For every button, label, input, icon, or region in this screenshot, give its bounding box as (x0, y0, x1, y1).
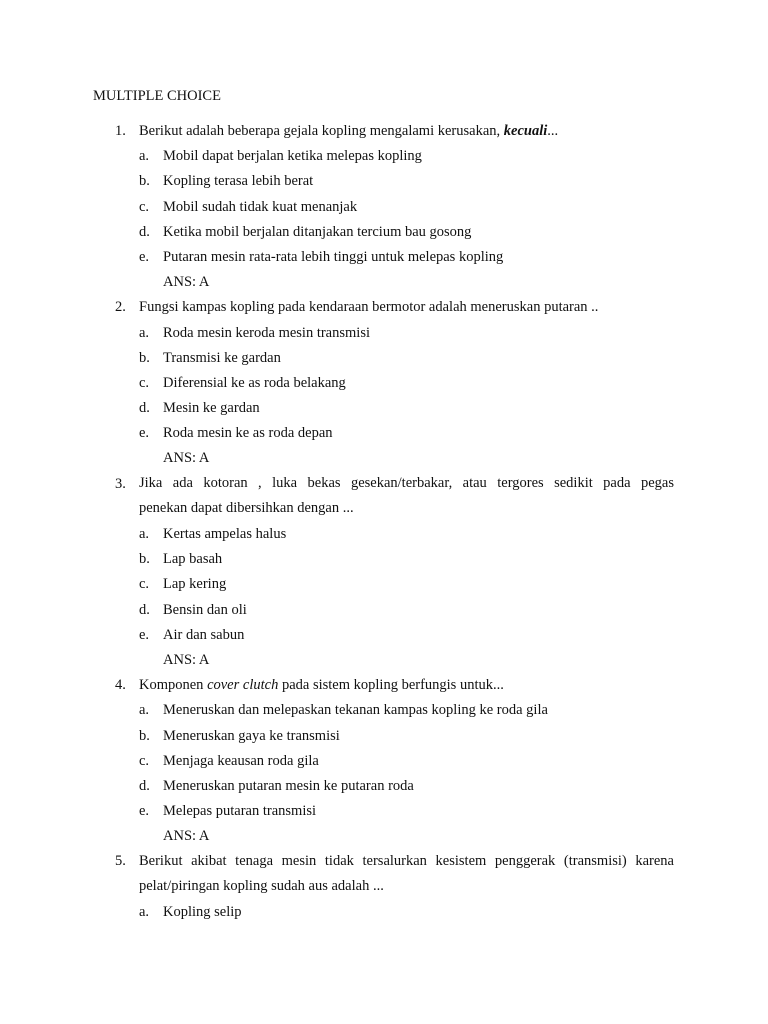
option-label: c. (139, 576, 150, 593)
option-a (0, 144, 768, 169)
option-text: Kopling selip (163, 903, 242, 920)
option-a (0, 522, 768, 547)
option-text: Kopling terasa lebih berat (163, 173, 314, 190)
option-text: Melepas putaran transmisi (163, 803, 317, 820)
option-label: c. (139, 374, 150, 391)
option-text: Meneruskan putaran mesin ke putaran roda (163, 777, 414, 794)
option-text: Lap kering (163, 576, 227, 593)
question-text: Berikut adalah beberapa gejala kopling mengalami kerusakan, kecuali... (139, 123, 559, 139)
option-text: Transmisi ke gardan (163, 349, 281, 366)
option-d (0, 220, 768, 245)
option-label: c. (139, 752, 150, 769)
question-2 (0, 295, 768, 471)
option-label: b. (139, 349, 150, 366)
option-text: Mesin ke gardan (163, 400, 260, 417)
option-label: a. (139, 148, 150, 165)
option-d (0, 396, 768, 421)
option-label: e. (139, 425, 150, 442)
option-text: Bensin dan oli (163, 601, 247, 618)
option-text: Ketika mobil berjalan ditanjakan tercium bau gosong (163, 223, 472, 240)
question-number: 2. (115, 299, 126, 316)
option-a (0, 321, 768, 346)
option-c (0, 749, 768, 774)
option-label: a. (139, 324, 150, 341)
option-label: d. (139, 601, 150, 618)
option-label: a. (139, 903, 150, 920)
option-d (0, 774, 768, 799)
option-label: b. (139, 727, 150, 744)
option-label: d. (139, 777, 150, 794)
section-heading: MULTIPLE CHOICE (93, 88, 221, 104)
option-e (0, 421, 768, 446)
question-text: Jika ada kotoran , luka bekas gesekan/terbakar, atau tergores sedikit pada pegas penekan dapat dibersihkan dengan ... (139, 475, 674, 517)
option-c (0, 572, 768, 597)
option-d (0, 598, 768, 623)
option-text: Putaran mesin rata-rata lebih tinggi untuk melepas kopling (163, 248, 504, 265)
option-label: d. (139, 223, 150, 240)
option-label: a. (139, 526, 150, 543)
option-text: Roda mesin keroda mesin transmisi (163, 324, 370, 341)
option-e (0, 623, 768, 648)
option-text: Menjaga keausan roda gila (163, 752, 319, 769)
option-a (0, 698, 768, 723)
option-b (0, 724, 768, 749)
option-c (0, 195, 768, 220)
option-text: Roda mesin ke as roda depan (163, 425, 333, 442)
option-b (0, 169, 768, 194)
option-text: Meneruskan gaya ke transmisi (163, 727, 340, 744)
option-label: e. (139, 803, 150, 820)
question-number: 5. (115, 853, 126, 870)
emphasis-text: kecuali (503, 123, 548, 139)
option-label: b. (139, 173, 150, 190)
option-label: b. (139, 551, 150, 568)
answer-key: ANS: A (163, 651, 210, 668)
question-number: 1. (115, 123, 126, 139)
option-b (0, 346, 768, 371)
option-label: c. (139, 198, 150, 215)
answer-key: ANS: A (163, 274, 210, 291)
option-label: a. (139, 702, 150, 719)
answer-key: ANS: A (163, 450, 210, 467)
question-3 (0, 472, 768, 674)
option-text: Mobil dapat berjalan ketika melepas kopling (163, 148, 422, 165)
option-a (0, 900, 768, 925)
question-text: Fungsi kampas kopling pada kendaraan bermotor adalah meneruskan putaran .. (139, 299, 599, 316)
option-text: Diferensial ke as roda belakang (163, 374, 346, 391)
option-text: Meneruskan dan melepaskan tekanan kampas kopling ke roda gila (163, 702, 548, 719)
option-e (0, 245, 768, 270)
question-number: 3. (115, 475, 126, 492)
emphasis-text: cover clutch (207, 677, 279, 694)
option-text: Mobil sudah tidak kuat menanjak (163, 198, 358, 215)
option-e (0, 799, 768, 824)
question-text: Berikut akibat tenaga mesin tidak tersalurkan kesistem penggerak (transmisi) karena pelat/piringan kopling sudah aus adalah ... (139, 852, 674, 895)
option-text: Air dan sabun (163, 626, 245, 643)
question-4 (0, 673, 768, 849)
option-text: Lap basah (163, 551, 223, 568)
option-label: e. (139, 626, 150, 643)
question-5 (0, 849, 768, 925)
question-number: 4. (115, 677, 126, 694)
option-b (0, 547, 768, 572)
option-label: d. (139, 400, 150, 417)
option-c (0, 371, 768, 396)
answer-key: ANS: A (163, 828, 210, 845)
question-1 (0, 119, 768, 295)
option-label: e. (139, 248, 150, 265)
question-list (0, 119, 768, 925)
question-text: Komponen cover clutch pada sistem kopling berfungis untuk... (139, 677, 504, 694)
option-text: Kertas ampelas halus (163, 526, 287, 543)
